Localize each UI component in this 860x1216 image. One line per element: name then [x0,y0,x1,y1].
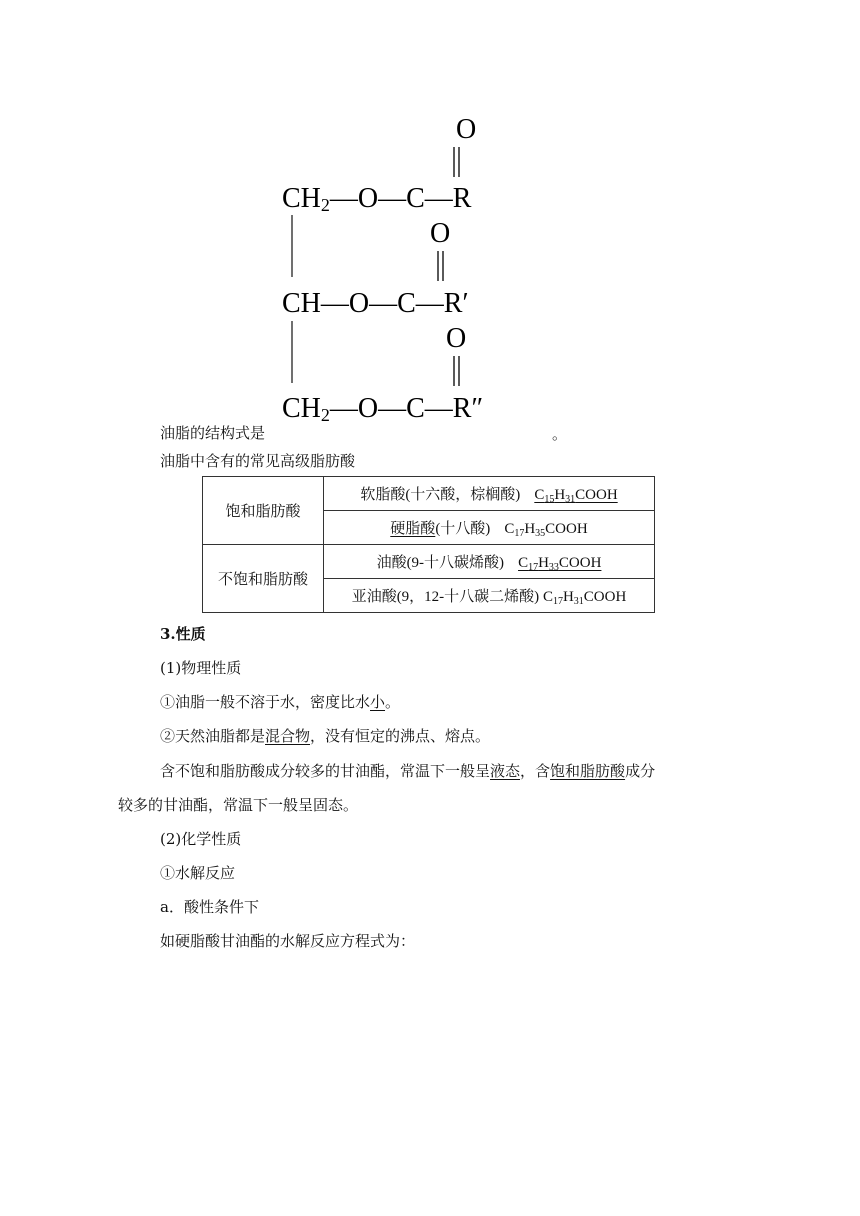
acid-formula: $C_{17}H_{33}COOH$ [518,555,602,573]
paragraph-state: 含不饱和脂肪酸成分较多的甘油酯，常温下一般呈液态，含饱和脂肪酸成分 [160,762,656,780]
saturated-category: 饱和脂肪酸 [203,477,324,545]
fatty-acids-table [202,476,655,613]
acid-name-underlined: 硬脂酸 [390,521,436,537]
acid-formula: $C_{15}H_{31}COOH$ [534,487,618,505]
row2-ch: CH—O—C—R′ [282,288,469,319]
triglyceride-structural-formula [270,105,560,429]
acid-cell-stearic [324,511,655,545]
carbonyl-oxygen-1: O [456,114,477,145]
table-row [203,477,655,511]
acid-name: 软脂酸(十六酸，棕榈酸) [360,487,521,503]
hydrolysis-example-text: 如硬脂酸甘油酯的水解反应方程式为： [160,932,416,950]
row3-ch: CH2—O—C—R″ [282,393,484,425]
structure-svg [270,105,560,425]
acid-formula: $C_{17}H_{31}COOH$ [542,589,627,607]
acid-name-rest: (十八酸) [435,521,491,537]
paragraph-density: ①油脂一般不溶于水，密度比水小。 [160,693,401,711]
paragraph-mixture: ②天然油脂都是混合物，没有恒定的沸点、熔点。 [160,727,491,745]
section-heading-properties: 3.性质 [160,625,206,643]
common-acids-heading: 油脂中含有的常见高级脂肪酸 [160,452,356,470]
acid-name: 亚油酸(9，12-十八碳二烯酸) [351,589,540,605]
hydrolysis-heading: ①水解反应 [160,864,236,882]
row1-ch: CH2—O—C—R [282,183,472,215]
table-row [203,545,655,579]
acid-cell-linoleic [324,579,655,613]
chemical-properties-heading: (2)化学性质 [160,830,242,848]
carbonyl-oxygen-3: O [446,323,467,354]
paragraph-state-continued: 较多的甘油酯，常温下一般呈固态。 [118,796,359,814]
acid-cell-oleic [324,545,655,579]
carbonyl-oxygen-2: O [430,218,451,249]
structure-period: 。 [552,425,568,443]
acid-name: 油酸(9-十八碳烯酸) [376,555,505,571]
acid-cell-palmitic [324,477,655,511]
physical-properties-heading: (1)物理性质 [160,659,242,677]
acidic-condition-heading: a．酸性条件下 [160,898,259,916]
acid-formula: $C_{17}H_{35}COOH$ [504,521,588,539]
structure-label: 油脂的结构式是 [160,424,266,442]
unsaturated-category: 不饱和脂肪酸 [203,545,324,613]
